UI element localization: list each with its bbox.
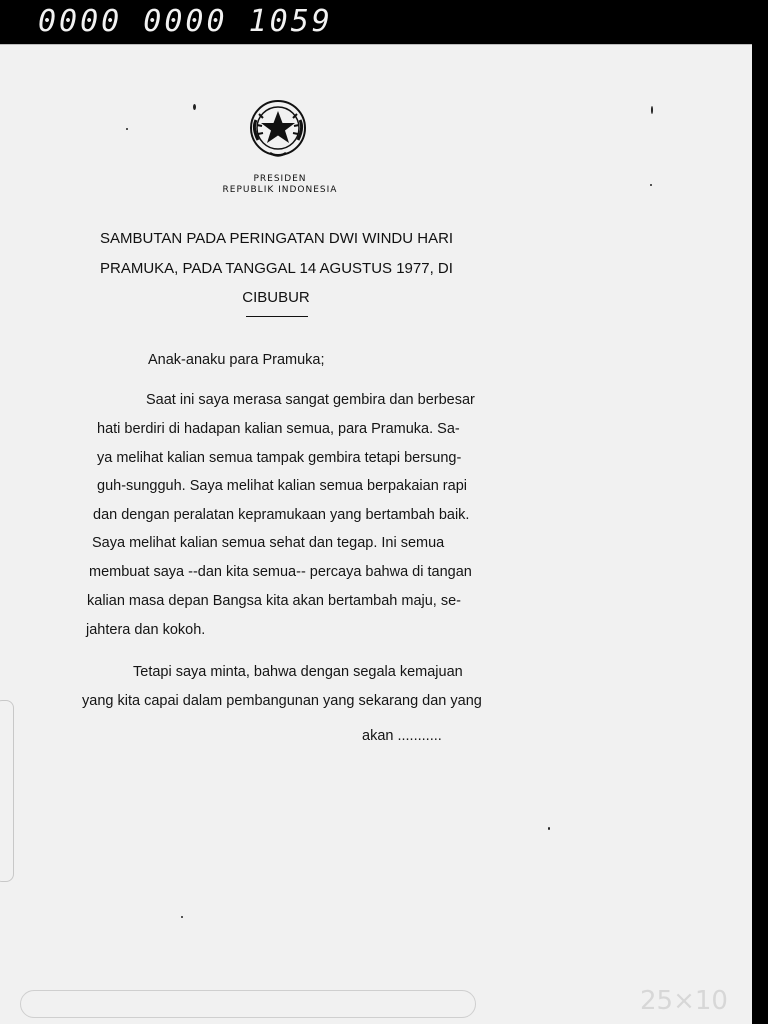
letterhead-line-republic: REPUBLIK INDONESIA [222,185,338,195]
title-line-2: PRAMUKA, PADA TANGGAL 14 AGUSTUS 1977, DI [100,260,453,277]
paragraph-1-line: jahtera dan kokoh. [86,622,206,638]
presidential-emblem-icon [246,98,310,162]
paragraph-2-line: Tetapi saya minta, bahwa dengan segala kemajuan [133,664,463,680]
dust-speck [651,106,653,114]
paragraph-1-line: kalian masa depan Bangsa kita akan bertambah maju, se- [87,593,461,609]
dust-speck [126,128,128,130]
paragraph-1-line: membuat saya --dan kita semua-- percaya bahwa di tangan [89,564,472,580]
letterhead-office [180,174,380,196]
paragraph-1-line: Saya melihat kalian semua sehat dan tegap. Ini semua [92,535,445,551]
title-underline [246,316,308,317]
film-left-edge-mark [0,700,14,882]
title-line-1: SAMBUTAN PADA PERINGATAN DWI WINDU HARI [100,230,454,247]
salutation: Anak-anaku para Pramuka; [148,352,325,368]
paragraph-1-line: ya melihat kalian semua tampak gembira tetapi bersung- [97,450,462,466]
dust-speck [181,916,183,918]
paragraph-1-line: hati berdiri di hadapan kalian semua, para Pramuka. Sa- [97,421,460,437]
paragraph-1-line: Saat ini saya merasa sangat gembira dan berbesar [146,392,475,408]
continuation-text: akan ........... [362,728,442,744]
title-line-3: CIBUBUR [242,289,310,306]
paragraph-1-line: dan dengan peralatan kepramukaan yang bertambah baik. [93,507,470,523]
dust-speck [650,184,652,186]
dust-speck [548,827,550,830]
film-bottom-edge-mark [20,990,476,1018]
document-page [0,44,752,1024]
paragraph-1-line: guh-sungguh. Saya melihat kalian semua berpakaian rapi [97,478,467,494]
page-top-edge [0,44,752,45]
dust-speck [193,104,196,110]
letterhead-line-president: PRESIDEN [253,174,307,184]
film-frame-code: 0000 0000 1059 [38,4,333,39]
reduction-scale-mark: 25×10 [640,986,728,1016]
paragraph-2-line: yang kita capai dalam pembangunan yang sekarang dan yang [82,693,482,709]
